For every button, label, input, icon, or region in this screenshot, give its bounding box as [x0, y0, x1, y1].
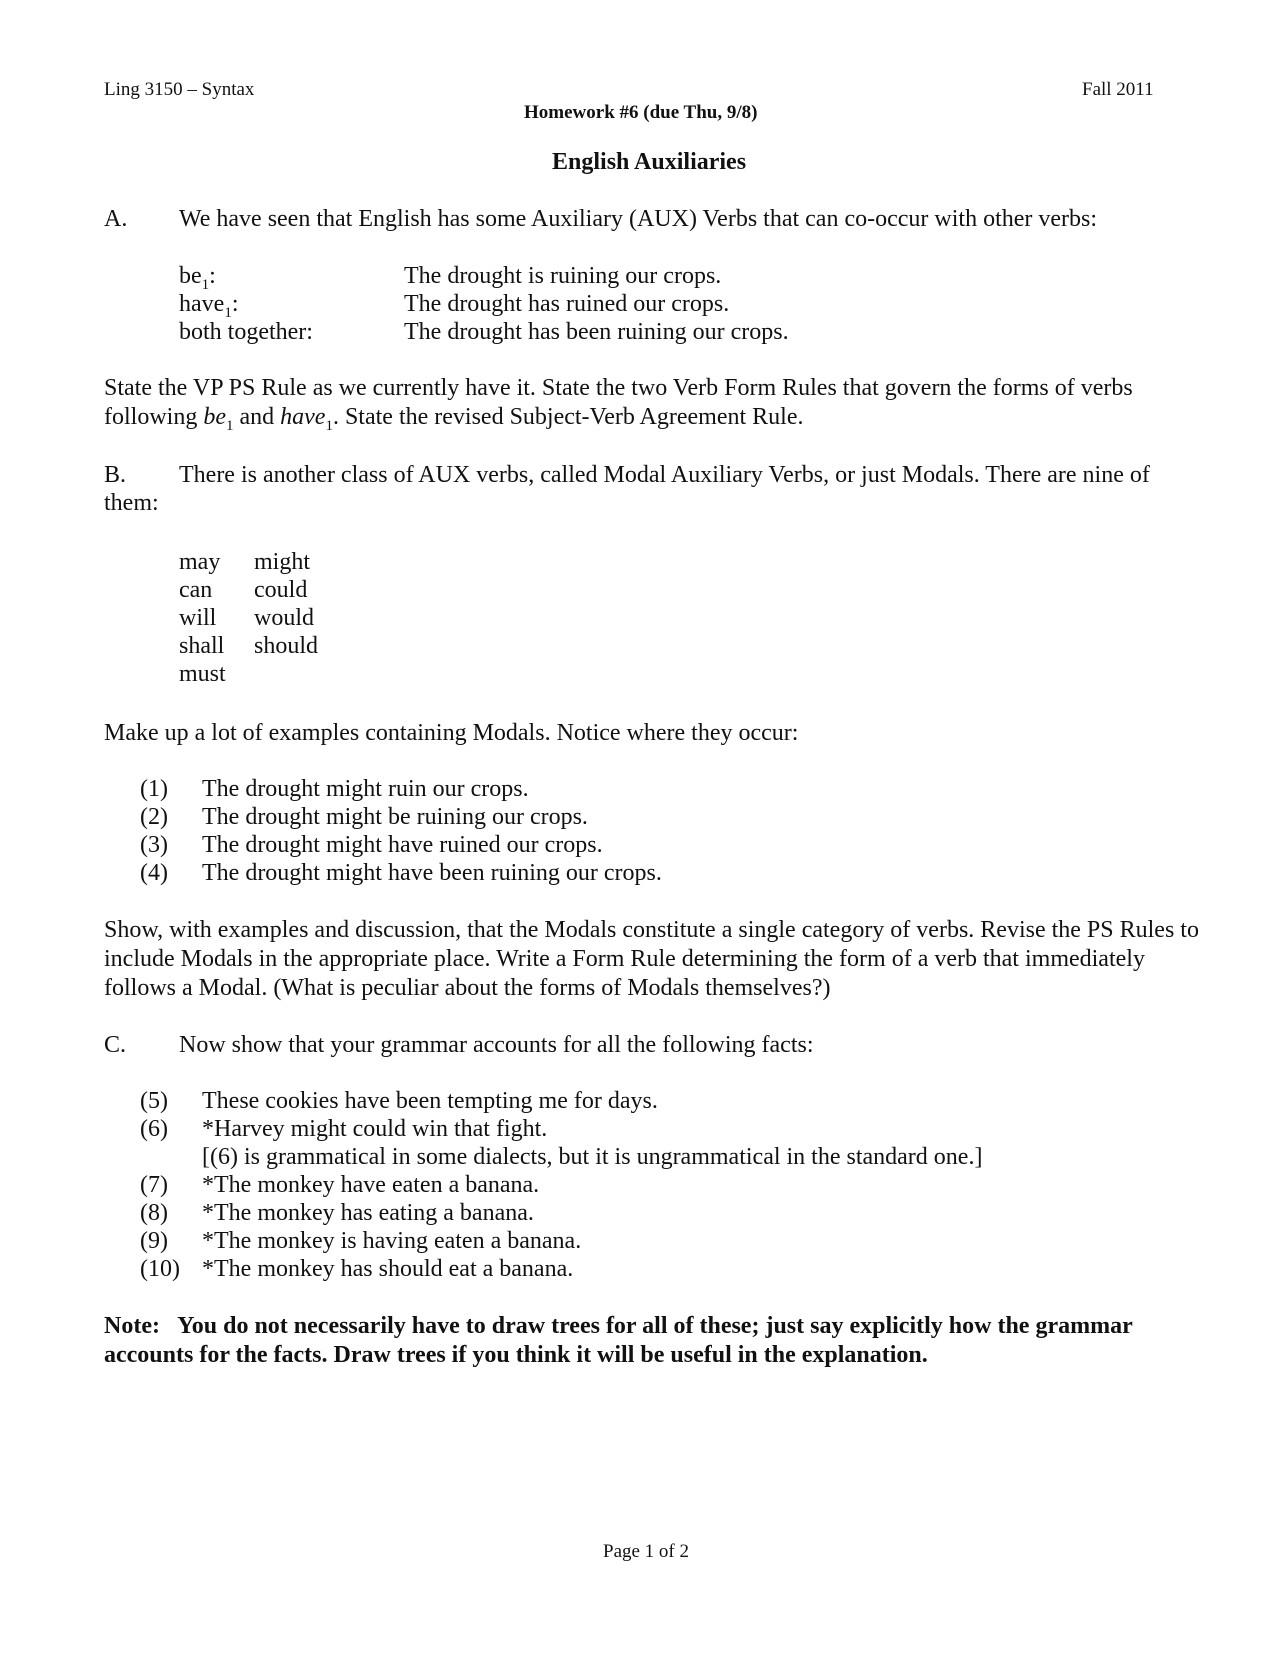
aux-example-both-sentence: The drought has been ruining our crops. [404, 319, 789, 345]
example-note [140, 1143, 1140, 1172]
page-title: English Auxiliaries [552, 149, 747, 175]
modal-word: will [179, 605, 217, 631]
aux-example-be-label: $be_1$: [179, 263, 216, 293]
example-sentence: *The monkey has eating a banana. [202, 1200, 534, 1226]
example-sentence: *Harvey might could win that fight. [202, 1116, 548, 1142]
term: Fall 2011 [1082, 79, 1154, 100]
note [104, 1312, 1204, 1370]
section-b-intro-continued: them: [104, 490, 159, 516]
section-c-label: C. [104, 1032, 127, 1058]
modal-word: might [254, 549, 311, 575]
aux-example-both-label: both together: [179, 319, 313, 345]
example-number: (8) [140, 1200, 168, 1226]
note-label: Note: [104, 1313, 160, 1339]
modal-word: could [254, 577, 308, 603]
course-title: Ling 3150 – Syntax [104, 79, 255, 100]
example-row [140, 1227, 1140, 1256]
homework-heading: Homework #6 (due Thu, 9/8) [524, 102, 758, 123]
section-a-task: State the VP PS Rule as we currently have it. State the two Verb Form Rules that govern the forms of verbs following $be_1$ and have$_1$. State the revised Subject-Verb Agreement Rule. [104, 375, 1133, 434]
example-row [140, 1087, 1140, 1116]
example-row [140, 859, 1140, 888]
example-number: (9) [140, 1228, 168, 1254]
section-c-intro: Now show that your grammar accounts for all the following facts: [179, 1032, 814, 1058]
example-row [140, 1171, 1140, 1200]
example-number: (10) [140, 1256, 180, 1282]
aux-example-have-label: have$_1$: [179, 291, 239, 321]
section-b-instruction: Make up a lot of examples containing Modals. Notice where they occur: [104, 720, 799, 746]
aux-example-be-sentence: The drought is ruining our crops. [404, 263, 722, 289]
example-row [140, 831, 1140, 860]
example-sentence: *The monkey has should eat a banana. [202, 1256, 574, 1282]
example-row [140, 1115, 1140, 1144]
example-sentence: [(6) is grammatical in some dialects, but it is ungrammatical in the standard one.] [202, 1144, 983, 1170]
section-b-intro: There is another class of AUX verbs, called Modal Auxiliary Verbs, or just Modals. There are nine of [179, 462, 1150, 488]
example-number: (7) [140, 1172, 168, 1198]
section-a-intro: We have seen that English has some Auxiliary (AUX) Verbs that can co-occur with other verbs: [179, 206, 1098, 232]
example-row [140, 803, 1140, 832]
example-number: (5) [140, 1088, 168, 1114]
example-sentence: *The monkey is having eaten a banana. [202, 1228, 582, 1254]
modal-word: can [179, 577, 213, 603]
example-number: (4) [140, 860, 168, 886]
example-sentence: The drought might ruin our crops. [202, 776, 529, 802]
modal-word: would [254, 605, 314, 631]
modal-word: may [179, 549, 221, 575]
note-text: You do not necessarily have to draw trees for all of these; just say explicitly how the grammar accounts for the facts. Draw trees if you think it will be useful in the explanation. [104, 1313, 1133, 1368]
example-row [140, 775, 1140, 804]
example-number: (3) [140, 832, 168, 858]
example-number: (2) [140, 804, 168, 830]
example-row [140, 1199, 1140, 1228]
modal-word: should [254, 633, 319, 659]
example-sentence: The drought might have ruined our crops. [202, 832, 603, 858]
section-b-label: B. [104, 462, 127, 488]
example-sentence: The drought might be ruining our crops. [202, 804, 588, 830]
example-sentence: The drought might have been ruining our crops. [202, 860, 662, 886]
page-number: Page 1 of 2 [603, 1541, 690, 1562]
aux-example-have-sentence: The drought has ruined our crops. [404, 291, 730, 317]
section-a-label: A. [104, 206, 128, 232]
example-number: (1) [140, 776, 168, 802]
example-row [140, 1255, 1140, 1284]
modal-word: shall [179, 633, 225, 659]
modal-word: must [179, 661, 226, 687]
example-sentence: These cookies have been tempting me for days. [202, 1088, 658, 1114]
section-b-task: Show, with examples and discussion, that the Modals constitute a single category of verbs. Revise the PS Rules to include Modals in the appropriate place. Write a Form Rule determining the form of a verb that immediately follows a Modal. (What is peculiar about the forms of Modals themselves?) [104, 917, 1199, 1001]
example-sentence: *The monkey have eaten a banana. [202, 1172, 540, 1198]
example-number: (6) [140, 1116, 168, 1142]
